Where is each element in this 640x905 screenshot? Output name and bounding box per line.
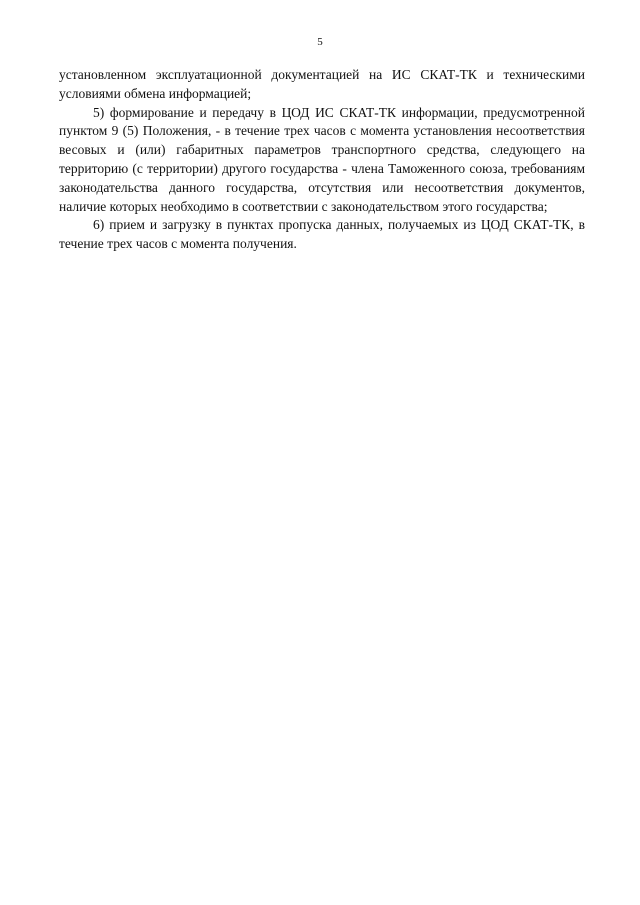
paragraph-item-5: 5) формирование и передачу в ЦОД ИС СКАТ-ТК информации, предусмотренной пунктом 9 (5) Положения, - в течение трех часов с момента установления несоответствия весовых и (или) габаритных параметров транспортного средства, следующего на территорию (с территории) другого государства - члена Таможенного союза, требованиям законодательства данного государства, отсутствия или несоответствия документов, наличие которых необходимо в соответствии с законодательством этого государства; [59, 104, 585, 214]
page-number: 5 [317, 36, 323, 48]
paragraph-item-6: 6) прием и загрузку в пунктах пропуска данных, получаемых из ЦОД СКАТ-ТК, в течение трех часов с момента получения. [59, 217, 585, 252]
paragraph-continuation: установленном эксплуатационной документацией на ИС СКАТ-ТК и техническими условиями обмена информацией; [59, 67, 585, 101]
document-body [59, 66, 585, 254]
